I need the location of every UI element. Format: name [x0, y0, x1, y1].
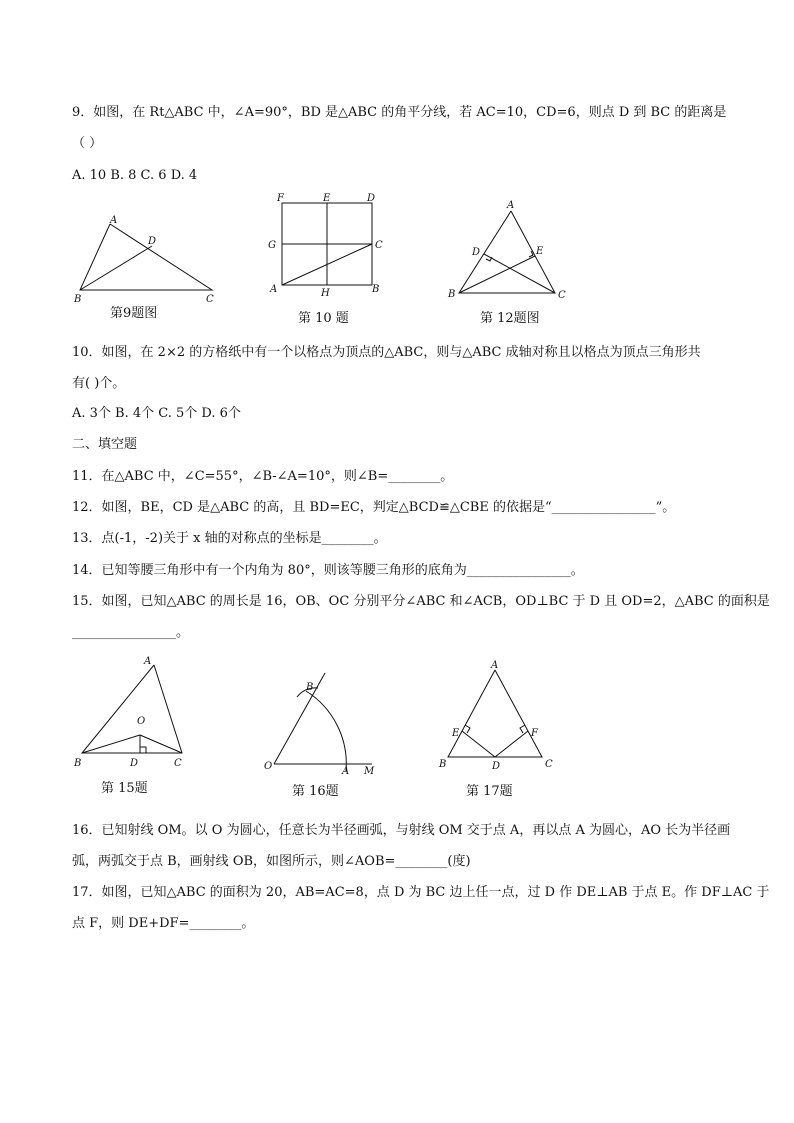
q13-stem: 13．点(-1，-2)关于 x 轴的对称点的坐标是________。	[72, 531, 387, 546]
fig17-right-angle-f	[520, 725, 525, 733]
figure-q10	[265, 192, 395, 302]
fig17-label-a: A	[491, 660, 499, 671]
q9-options: A. 10 B. 8 C. 6 D. 4	[72, 168, 198, 183]
fig16-caption: 第 16题	[292, 784, 339, 799]
fig16-ray-ob	[274, 673, 325, 764]
fig15-label-o: O	[137, 716, 146, 727]
figure-q15	[72, 652, 197, 772]
fig10-caption: 第 10 题	[298, 311, 349, 326]
fig9-bisector-bd	[80, 246, 152, 290]
fig9-caption: 第9题图	[110, 306, 158, 321]
q14-stem: 14．已知等腰三角形中有一个内角为 80°，则该等腰三角形的底角为________________。	[72, 563, 584, 578]
fig17-label-d: D	[492, 761, 501, 772]
fig16-label-a: A	[342, 766, 350, 777]
fig12-label-d: D	[472, 247, 481, 258]
fig15-label-d: D	[130, 758, 139, 769]
q10-stem-line1: 10．如图，在 2×2 的方格纸中有一个以格点为顶点的△ABC，则与△ABC 成轴对称且以格点为顶点三角形共	[72, 345, 701, 360]
q15-stem-line2: ________________。	[72, 625, 190, 640]
fig9-label-b: B	[74, 294, 82, 305]
q9-stem-line1: 9．如图，在 Rt△ABC 中，∠A=90°，BD 是△ABC 的角平分线，若 AC=10，CD=6，则点 D 到 BC 的距离是	[72, 105, 727, 120]
fig9-label-a: A	[110, 215, 118, 226]
fig9-label-c: C	[206, 294, 214, 305]
fig15-label-c: C	[174, 758, 182, 769]
fig16-label-o: O	[264, 761, 273, 772]
q10-options: A. 3个 B. 4个 C. 5个 D. 6个	[72, 406, 241, 421]
fig10-label-c: C	[375, 240, 383, 251]
figure-q17	[436, 659, 562, 771]
fig10-label-g: G	[268, 240, 276, 251]
fig17-triangle	[448, 670, 542, 757]
fig17-label-f: F	[531, 728, 538, 739]
fig15-right-angle-d	[140, 747, 146, 753]
fig16-label-m: M	[364, 766, 375, 777]
fig12-label-e: E	[536, 246, 544, 257]
q12-stem: 12．如图，BE，CD 是△ABC 的高，且 BD=EC，判定△BCD≌△CBE 的依据是“________________”。	[72, 500, 676, 515]
fig17-label-e: E	[452, 728, 460, 739]
fig10-label-b: B	[372, 284, 380, 295]
fig10-label-h: H	[321, 288, 330, 299]
q15-stem-line1: 15．如图，已知△ABC 的周长是 16，OB、OC 分别平分∠ABC 和∠ACB，OD⊥BC 于 D 且 OD=2，△ABC 的面积是	[72, 594, 770, 609]
fig16-arc-from-o	[306, 691, 346, 771]
fig15-label-a: A	[144, 656, 152, 667]
fig17-label-b: B	[439, 759, 447, 770]
fig9-triangle	[80, 224, 212, 290]
q17-stem-line2: 点 F，则 DE+DF=________。	[72, 916, 255, 931]
section-heading-fill-in: 二、填空题	[72, 437, 138, 452]
figure-q9	[72, 212, 232, 304]
fig10-label-f: F	[277, 193, 284, 204]
q11-stem: 11．在△ABC 中，∠C=55°，∠B-∠A=10°，则∠B=________。	[72, 469, 454, 484]
fig12-label-b: B	[448, 289, 456, 300]
fig9-label-d: D	[148, 236, 157, 247]
fig17-perpendicular-de	[462, 731, 495, 757]
fig15-triangle	[82, 665, 182, 753]
fig17-perpendicular-df	[495, 731, 528, 757]
fig12-caption: 第 12题图	[480, 311, 540, 326]
figure-q16	[260, 663, 380, 778]
fig15-label-b: B	[74, 758, 82, 769]
q10-stem-line2: 有( )个。	[72, 376, 126, 391]
fig10-label-e: E	[323, 193, 331, 204]
q17-stem-line1: 17．如图，已知△ABC 的面积为 20，AB=AC=8，点 D 为 BC 边上任一点，过 D 作 DE⊥AB 于点 E。作 DF⊥AC 于	[72, 885, 770, 900]
fig10-label-d: D	[367, 193, 376, 204]
figure-q12	[444, 196, 574, 302]
fig17-right-angle-e	[465, 725, 470, 733]
fig17-label-c: C	[545, 759, 553, 770]
q16-stem-line2: 弧，两弧交于点 B，画射线 OB，如图所示，则∠AOB=________(度)	[72, 854, 471, 869]
fig12-label-c: C	[558, 290, 566, 301]
q9-stem-line2: （ ）	[72, 136, 103, 151]
fig15-caption: 第 15题	[101, 781, 148, 796]
q16-stem-line1: 16．已知射线 OM。以 O 为圆心，任意长为半径画弧，与射线 OM 交于点 A，再以点 A 为圆心，AO 长为半径画	[72, 823, 731, 838]
fig15-bisector-ob	[82, 735, 140, 753]
fig10-label-a: A	[270, 284, 278, 295]
fig16-label-b: B	[306, 682, 314, 693]
fig17-caption: 第 17题	[466, 784, 513, 799]
fig12-label-a: A	[507, 200, 515, 211]
